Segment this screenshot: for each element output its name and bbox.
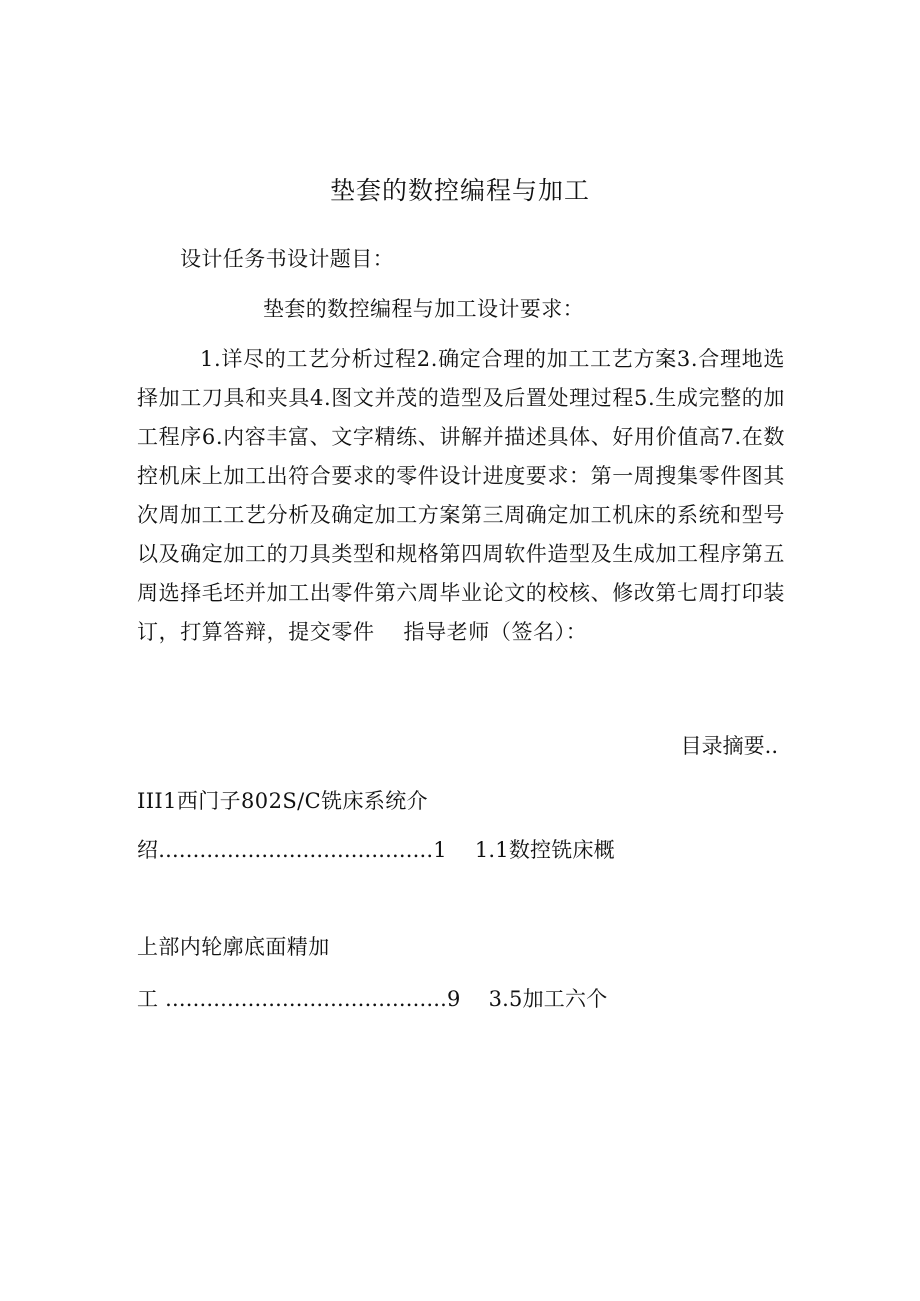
subject-line: 垫套的数控编程与加工设计要求： [263,297,584,321]
toc-entry-line: 工 .........................................9 3.5加工六个 [137,987,608,1011]
task-heading: 设计任务书设计题目： [180,247,394,271]
toc-entry-line: 上部内轮廓底面精加 [137,935,330,959]
requirements-paragraph: 1.详尽的工艺分析过程2.确定合理的加工工艺方案3.合理地选择加工刀具和夹具4.图文并茂的造型及后置处理过程5.生成完整的加工程序6.内容丰富、文字精练、讲解并描述具体、好用价值高7.在数控机床上加工出符合要求的零件设计进度要求：第一周搜集零件图其次周加工工艺分析及确定加工方案第三周确定加工机床的系统和型号以及确定加工的刀具类型和规格第四周软件造型及生成加工程序第五周选择毛坯并加工出零件第六周毕业论文的校核、修改第七周打印装订，打算答辩，提交零件 指导老师（签名）： [137,347,785,644]
toc-entry-line: III1西门子802S/C铣床系统介 [137,789,429,813]
toc-heading: 目录摘要.. [680,734,778,758]
toc-entry-line: 绍........................................1 1.1数控铣床概 [137,838,615,862]
document-title: 垫套的数控编程与加工 [329,176,590,205]
